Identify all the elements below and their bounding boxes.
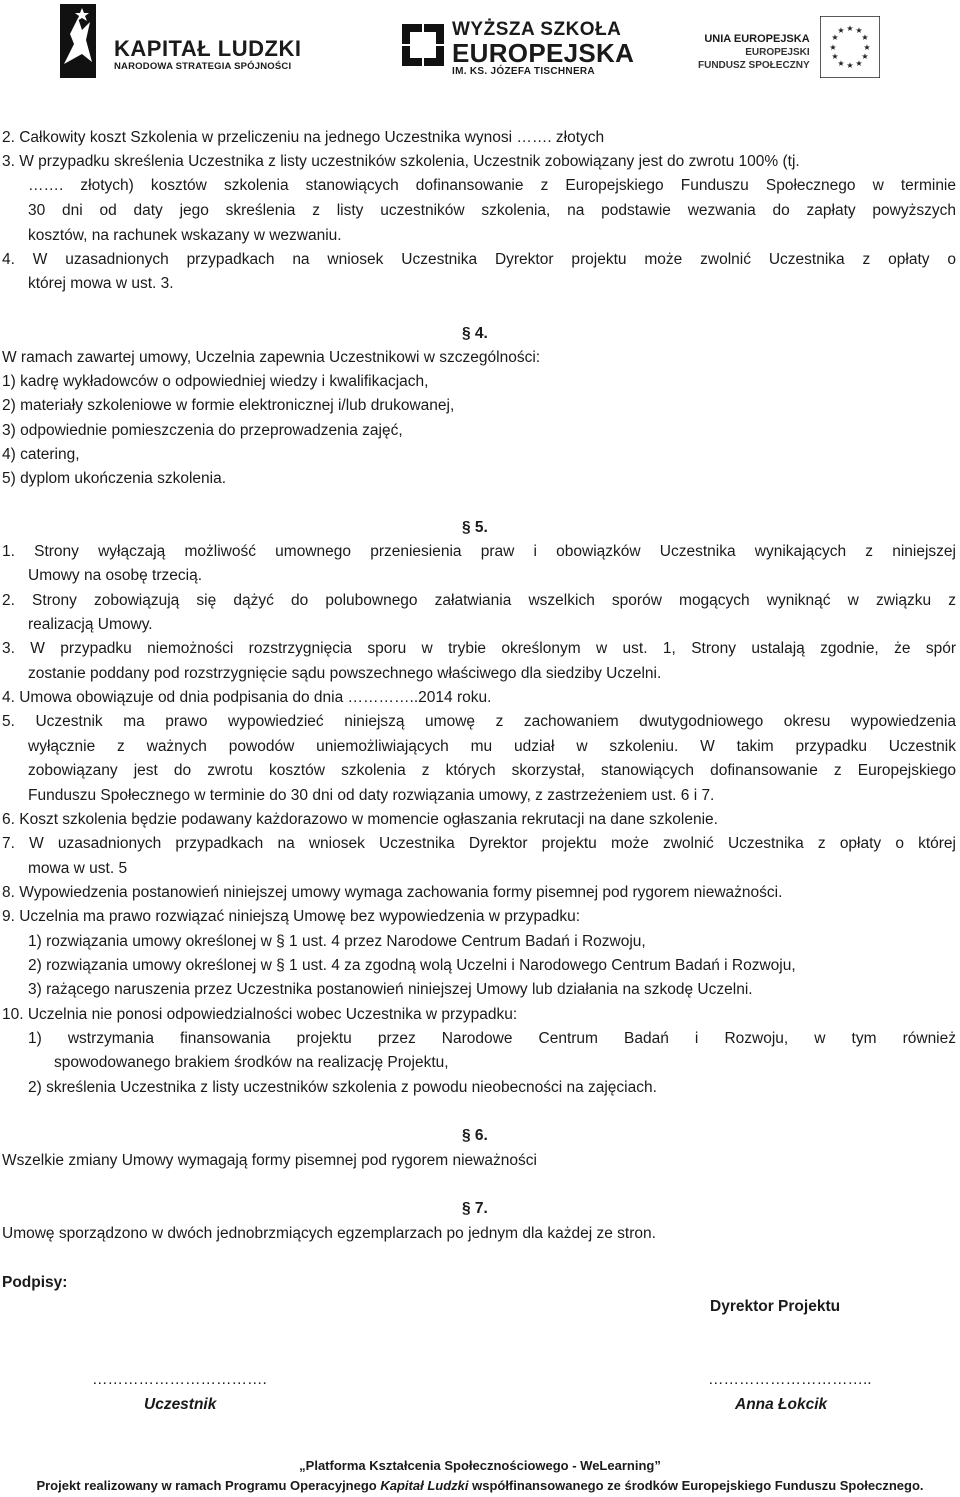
- s5-line: 5. Uczestnik ma prawo wypowiedzieć niniejszą umowę z zachowaniem dwutygodniowego okresu wypowiedzenia: [2, 713, 956, 730]
- section-7-heading: § 7.: [462, 1200, 488, 1217]
- section-5-heading: § 5.: [462, 519, 488, 536]
- s4-item-5: 5) dyplom ukończenia szkolenia.: [2, 470, 227, 487]
- s5-line: mowa w ust. 5: [28, 860, 128, 877]
- p3-line-5: kosztów, na rachunek wskazany w wezwaniu.: [28, 227, 342, 244]
- svg-text:★: ★: [837, 59, 845, 68]
- p3-line-7: której mowa w ust. 3.: [28, 275, 174, 292]
- s5-subline: 1) wstrzymania finansowania projektu przez Narodowe Centrum Badań i Rozwoju, w tym również: [28, 1030, 956, 1047]
- s5-line: zobowiązany jest do zwrotu kosztów szkolenia z których skorzystał, stanowiących dofinansowanie z Europejskiego: [28, 762, 956, 779]
- s4-intro: W ramach zawartej umowy, Uczelnia zapewnia Uczestnikowi w szczególności:: [2, 349, 541, 366]
- s5-line: Umowy na osobę trzecią.: [28, 567, 203, 584]
- right-signature-line: …………………………..: [708, 1371, 872, 1388]
- s5-line: 8. Wypowiedzenia postanowień niniejszej umowy wymaga zachowania formy pisemnej pod rygorem nieważności.: [2, 884, 783, 901]
- s5-line: realizacją Umowy.: [28, 616, 153, 633]
- s4-item-4: 4) catering,: [2, 446, 80, 463]
- s7-text: Umowę sporządzono w dwóch jednobrzmiących egzemplarzach po jednym dla każdej ze stron.: [2, 1225, 656, 1242]
- section-6-heading: § 6.: [462, 1127, 488, 1144]
- s5-line: 10. Uczelnia nie ponosi odpowiedzialności wobec Uczestnika w przypadku:: [2, 1006, 518, 1023]
- svg-text:★: ★: [863, 43, 871, 52]
- s5-line: 2. Strony zobowiązują się dążyć do polubownego załatwiania wszelkich sporów mogących wyniknąć w związku z: [2, 592, 956, 609]
- eu-line2: EUROPEJSKI: [745, 47, 810, 58]
- wse-logo: [402, 4, 634, 78]
- footer-line-2-c: współfinansowanego ze środków Europejskiego Funduszu Społecznego.: [468, 1478, 924, 1493]
- wse-line2: EUROPEJSKA: [452, 37, 635, 68]
- s5-subline: spowodowanego brakiem środków na realizację Projektu,: [54, 1054, 449, 1071]
- svg-text:★: ★: [831, 52, 839, 61]
- director-name: Anna Łokcik: [735, 1396, 828, 1413]
- s5-line: 4. Umowa obowiązuje od dnia podpisania do dnia …………..2014 roku.: [2, 689, 492, 706]
- footer-line-1: „Platforma Kształcenia Społecznościowego - WeLearning”: [299, 1458, 661, 1473]
- svg-text:★: ★: [861, 33, 869, 42]
- footer-line-2: [0, 1476, 960, 1496]
- wse-line1: WYŻSZA SZKOŁA: [452, 18, 622, 40]
- svg-text:★: ★: [855, 59, 863, 68]
- s5-subline: 3) rażącego naruszenia przez Uczestnika postanowień niniejszej Umowy lub działania na szkodę Uczelni.: [28, 981, 753, 998]
- eu-line1: UNIA EUROPEJSKA: [704, 33, 810, 45]
- kapital-ludzki-title: KAPITAŁ LUDZKI: [114, 35, 302, 61]
- s5-line: 6. Koszt szkolenia będzie podawany każdorazowo w momencie ogłaszania rekrutacji na dane szkolenie.: [2, 811, 718, 828]
- s5-subline: 2) rozwiązania umowy określonej w § 1 ust. 4 za zgodną wolą Uczelni i Narodowego Centrum Badań i Rozwoju,: [28, 957, 796, 974]
- s5-line: 9. Uczelnia ma prawo rozwiązać niniejszą Umowę bez wypowiedzenia w przypadku:: [2, 908, 581, 925]
- s4-item-3: 3) odpowiednie pomieszczenia do przeprowadzenia zajęć,: [2, 422, 403, 439]
- eu-line3: FUNDUSZ SPOŁECZNY: [698, 60, 810, 71]
- director-title: Dyrektor Projektu: [710, 1298, 841, 1315]
- s5-line: wyłącznie z ważnych powodów uniemożliwiających mu udział w szkoleniu. W takim przypadku Uczestnik: [28, 738, 956, 755]
- s5-subline: 2) skreślenia Uczestnika z listy uczestników szkolenia z powodu nieobecności na zajęciach.: [28, 1079, 657, 1096]
- s5-line: 3. W przypadku niemożności rozstrzygnięcia sporu w trybie określonym w ust. 1, Strony ustalają zgodnie, że spór: [2, 640, 956, 657]
- footer-line-2-a: Projekt realizowany w ramach Programu Operacyjnego: [36, 1478, 381, 1493]
- wse-emblem-icon: [402, 18, 446, 78]
- svg-text:★: ★: [861, 52, 869, 61]
- signatures-label: Podpisy:: [2, 1274, 68, 1291]
- p3-line-4: 30 dni od daty jego skreślenia z listy uczestników szkolenia, na podstawie wezwania do zapłaty powyższych: [28, 202, 956, 219]
- eu-flag-icon: [820, 16, 880, 78]
- p3-line-2: 3. W przypadku skreślenia Uczestnika z listy uczestników szkolenia, Uczestnik zobowiązany jest do zwrotu 100% (tj.: [2, 153, 800, 170]
- s6-text: Wszelkie zmiany Umowy wymagają formy pisemnej pod rygorem nieważności: [2, 1152, 537, 1169]
- svg-text:★: ★: [855, 26, 863, 35]
- footer-line-2-b: Kapitał Ludzki: [380, 1478, 469, 1493]
- s4-item-1: 1) kadrę wykładowców o odpowiedniej wiedzy i kwalifikacjach,: [2, 373, 429, 390]
- kapital-ludzki-logo: [60, 4, 301, 78]
- svg-text:★: ★: [837, 26, 845, 35]
- s5-line: 1. Strony wyłączają możliwość umownego przeniesienia praw i obowiązków Uczestnika wynikających z niniejszej: [2, 543, 956, 560]
- kapital-ludzki-subtitle: NARODOWA STRATEGIA SPÓJNOŚCI: [114, 60, 292, 72]
- kapital-ludzki-emblem-icon: [60, 4, 96, 78]
- s5-line: Funduszu Społecznego w terminie do 30 dni od daty rozwiązania umowy, z zastrzeżeniem ust. 6 i 7.: [28, 787, 715, 804]
- p3-line-1: 2. Całkowity koszt Szkolenia w przeliczeniu na jednego Uczestnika wynosi ……. złotych: [2, 129, 605, 146]
- footer: [0, 1456, 960, 1496]
- p3-line-3: ……. złotych) kosztów szkolenia stanowiących dofinansowanie z Europejskiego Funduszu Społecznego w terminie: [28, 177, 956, 194]
- wse-line3: IM. KS. JÓZEFA TISCHNERA: [452, 65, 595, 77]
- section-4-heading: § 4.: [462, 325, 488, 342]
- svg-text:★: ★: [831, 33, 839, 42]
- eu-logo: [698, 4, 880, 78]
- p3-line-6: 4. W uzasadnionych przypadkach na wniosek Uczestnika Dyrektor projektu może zwolnić Uczestnika z opłaty o: [2, 251, 956, 268]
- s5-line: zostanie poddany pod rozstrzygnięcie sądu powszechnego właściwego dla siedziby Uczelni.: [28, 665, 662, 682]
- svg-text:★: ★: [846, 24, 854, 33]
- svg-text:★: ★: [846, 61, 854, 70]
- left-signature-line: …………………………….: [92, 1371, 267, 1388]
- header-logos: [0, 0, 960, 88]
- s4-item-2: 2) materiały szkoleniowe w formie elektronicznej i/lub drukowanej,: [2, 397, 455, 414]
- s5-subline: 1) rozwiązania umowy określonej w § 1 ust. 4 przez Narodowe Centrum Badań i Rozwoju,: [28, 933, 646, 950]
- participant-name: Uczestnik: [144, 1396, 217, 1413]
- svg-text:★: ★: [829, 43, 837, 52]
- s5-line: 7. W uzasadnionych przypadkach na wniosek Uczestnika Dyrektor projektu może zwolnić Uczestnika z opłaty o której: [2, 835, 956, 852]
